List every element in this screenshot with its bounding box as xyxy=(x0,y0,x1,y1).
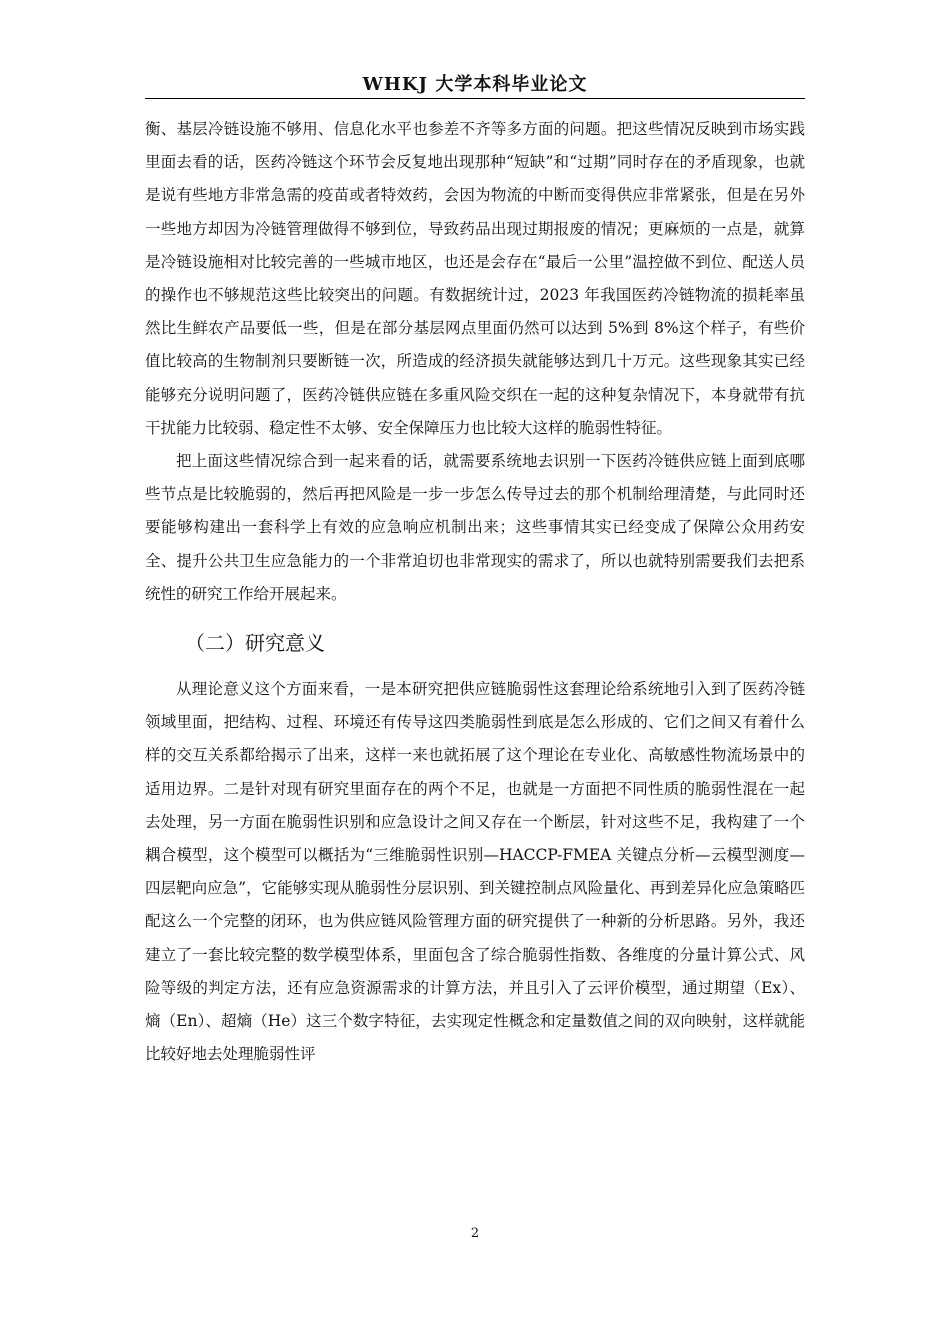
section-heading: （二）研究意义 xyxy=(185,631,325,656)
paragraph: 从理论意义这个方面来看，一是本研究把供应链脆弱性这套理论给系统地引入到了医药冷链领域里面，把结构、过程、环境还有传导这四类脆弱性到底是怎么形成的、它们之间又有着什么样的交互关系都给揭示了出来，这样一来也就拓展了这个理论在专业化、高敏感性物流场景中的适用边界。二是针对现有研究里面存在的两个不足，也就是一方面把不同性质的脆弱性混在一起去处理，另一方面在脆弱性识别和应急设计之间又存在一个断层，针对这些不足，我构建了一个耦合模型，这个模型可以概括为“三维脆弱性识别—HACCP-FMEA 关键点分析—云模型测度—四层靶向应急”，它能够实现从脆弱性分层识别、到关键控制点风险量化、再到差异化应急策略匹配这么一个完整的闭环，也为供应链风险管理方面的研究提供了一种新的分析思路。另外，我还建立了一套比较完整的数学模型体系，里面包含了综合脆弱性指数、各维度的分量计算公式、风险等级的判定方法，还有应急资源需求的计算方法，并且引入了云评价模型，通过期望（Ex）、熵（En）、超熵（He）这三个数字特征，去实现定性概念和定量数值之间的双向映射，这样就能比较好地去处理脆弱性评 xyxy=(145,680,805,1064)
paragraph: 把上面这些情况综合到一起来看的话，就需要系统地去识别一下医药冷链供应链上面到底哪些节点是比较脆弱的，然后再把风险是一步一步怎么传导过去的那个机制给理清楚，与此同时还要能够构建出一套科学上有效的应急响应机制出来；这些事情其实已经变成了保障公众用药安全、提升公共卫生应急能力的一个非常迫切也非常现实的需求了，所以也就特别需要我们去把系统性的研究工作给开展起来。 xyxy=(145,452,805,603)
page-number: 2 xyxy=(470,1226,480,1241)
paragraph-continued: 衡、基层冷链设施不够用、信息化水平也参差不齐等多方面的问题。把这些情况反映到市场实践里面去看的话，医药冷链这个环节会反复地出现那种“短缺”和“过期”同时存在的矛盾现象，也就是说有些地方非常急需的疫苗或者特效药，会因为物流的中断而变得供应非常紧张，但是在另外一些地方却因为冷链管理做得不够到位，导致药品出现过期报废的情况；更麻烦的一点是，就算是冷链设施相对比较完善的一些城市地区，也还是会存在“最后一公里”温控做不到位、配送人员的操作也不够规范这些比较突出的问题。有数据统计过，2023 年我国医药冷链物流的损耗率虽然比生鲜农产品要低一些，但是在部分基层网点里面仍然可以达到 5%到 8%这个样子，有些价值比较高的生物制剂只要断链一次，所造成的经济损失就能够达到几十万元。这些现象其实已经能够充分说明问题了，医药冷链供应链在多重风险交织在一起的这种复杂情况下，本身就带有抗干扰能力比较弱、稳定性不太够、安全保障压力也比较大这样的脆弱性特征。 xyxy=(145,120,805,437)
header-rule xyxy=(145,98,805,99)
running-header: WHKJ 大学本科毕业论文 xyxy=(362,74,588,95)
body-text xyxy=(145,113,805,1071)
